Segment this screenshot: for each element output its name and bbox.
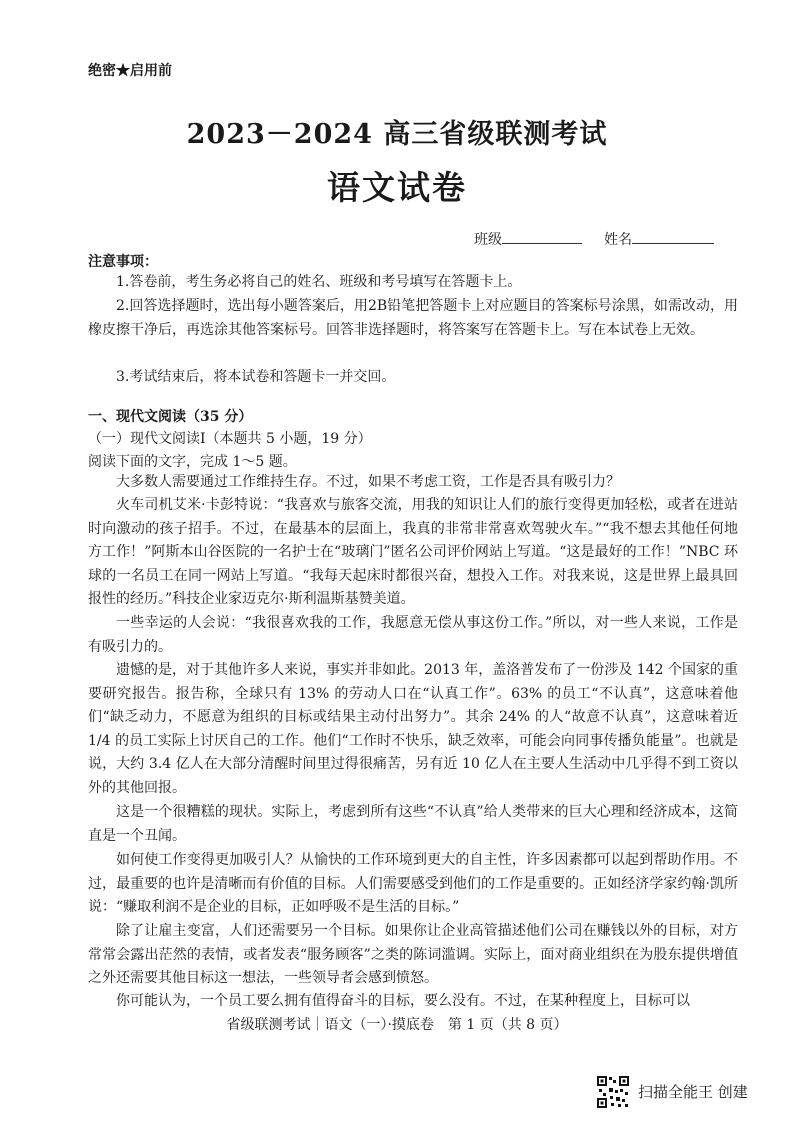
passage-paragraph-5: 这是一个很糟糕的现状。实际上，考虑到所有这些“不认真”给人类带来的巨大心理和经济成本，这简直是一个丑闻。 bbox=[88, 804, 738, 844]
page-footer: 省级联测考试｜语文（一）·摸底卷 第 1 页（共 8 页） bbox=[226, 1017, 568, 1033]
passage-paragraph-8: 你可能认为，一个员工要么拥有值得奋斗的目标，要么没有。不过，在某种程度上，目标可以 bbox=[116, 993, 690, 1009]
passage-paragraph-1: 大多数人需要通过工作维持生存。不过，如果不考虑工资，工作是否具有吸引力？ bbox=[116, 474, 620, 490]
name-label: 姓名 bbox=[604, 232, 632, 248]
confidential-mark: 绝密★启用前 bbox=[88, 63, 172, 79]
passage-paragraph-7: 除了让雇主变富，人们还需要另一个目标。如果你让企业高管描述他们公司在赚钱以外的目标，对方常常会露出茫然的表情，或者发表“服务顾客”之类的陈词滥调。实际上，面对商业组织在为股东提供增值之外还需要其他目标这一想法，一些领导者会感到愤怒。 bbox=[88, 923, 738, 986]
section-subheading: （一）现代文阅读Ⅰ（本题共 5 小题，19 分） bbox=[88, 431, 372, 447]
passage-paragraph-4: 遗憾的是，对于其他许多人来说，事实并非如此。2013 年，盖洛普发布了一份涉及 142 个国家的重要研究报告。报告称，全球只有 13% 的劳动人口在“认真工作”。63% 的员工“不认真”，这意味着他们“缺乏动力，不愿意为组织的目标或结果主动付出努力”。其余 24% 的人“故意不认真”，这意味着近 1/4 的员工实际上讨厌自己的工作。他们“工作时不快乐，缺乏效率，可能会向同事传播负能量”。也就是说，大约 3.4 亿人在大部分清醒时间里过得很痛苦，另有近 10 亿人在主要人生活动中几乎得不到工资以外的其他回报。 bbox=[88, 662, 738, 796]
exam-title: 2023－2024 高三省级联测考试 bbox=[186, 119, 608, 150]
passage-paragraph-2: 火车司机艾米·卡彭特说：“我喜欢与旅客交流，用我的知识让人们的旅行变得更加轻松，或者在进站时向激动的孩子招手。不过，在最基本的层面上，我真的非常非常喜欢驾驶火车。”“我不想去其他任何地方工作！”阿斯本山谷医院的一名护士在“玻璃门”匿名公司评价网站上写道。“这是最好的工作！”NBC 环球的一名员工在同一网站上写道。“我每天起床时都很兴奋，想投入工作。对我来说，这是世界上最具回报性的经历。”科技企业家迈克尔·斯利温斯基赞美道。 bbox=[88, 497, 738, 607]
student-info-fields bbox=[474, 229, 714, 249]
section-heading: 一、现代文阅读（35 分） bbox=[88, 409, 253, 425]
note-item-1: 1.答卷前，考生务必将自己的姓名、班级和考号填写在答题卡上。 bbox=[116, 274, 522, 290]
qr-code-icon bbox=[596, 1075, 630, 1109]
passage-paragraph-3: 一些幸运的人会说：“我很喜欢我的工作，我愿意无偿从事这份工作。”所以，对一些人来说，工作是有吸引力的。 bbox=[88, 615, 738, 655]
note-item-3: 3.考试结束后，将本试卷和答题卡一并交回。 bbox=[116, 369, 396, 385]
class-blank bbox=[502, 231, 582, 244]
passage-paragraph-6: 如何使工作变得更加吸引人？从愉快的工作环境到更大的自主性，许多因素都可以起到帮助作用。不过，最重要的也许是清晰而有价值的目标。人们需要感受到他们的工作是重要的。正如经济学家约翰·凯所说：“赚取利润不是企业的目标，正如呼吸不是生活的目标。” bbox=[88, 852, 738, 915]
reading-instruction: 阅读下面的文字，完成 1～5 题。 bbox=[88, 454, 297, 470]
scanner-watermark: 扫描全能王 创建 bbox=[638, 1083, 748, 1101]
name-blank bbox=[632, 231, 714, 244]
class-label: 班级 bbox=[474, 232, 502, 248]
note-item-2: 2.回答选择题时，选出每小题答案后，用2B铅笔把答题卡上对应题目的答案标号涂黑，如需改动，用橡皮擦干净后，再选涂其他答案标号。回答非选择题时，将答案写在答题卡上。写在本试卷上无效。 bbox=[88, 298, 738, 338]
notes-heading: 注意事项： bbox=[88, 254, 158, 270]
subject-title: 语文试卷 bbox=[327, 168, 467, 207]
